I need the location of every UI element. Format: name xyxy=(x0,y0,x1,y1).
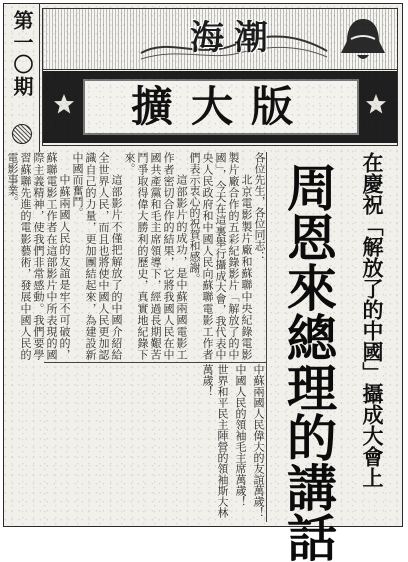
slogan: 中國人民的領袖毛主席萬歲！ xyxy=(234,364,247,507)
patterned-circle-icon xyxy=(12,124,32,144)
slogan: 世界和平民主陣營的領袖斯大林萬歲！ xyxy=(201,364,229,518)
article-paragraph: 中蘇兩國人民的友誼是牢不可破的，蘇聯電影工作者在這部影片中所表現的國際主義精神，使我們非常感動。我們要學習蘇聯先進的電影藝術，發展中國人民的電影事業。 xyxy=(6,152,71,360)
brand-logo xyxy=(139,15,329,61)
brand-name: 海潮 xyxy=(190,18,278,58)
main-headline: 周恩來總理的講話 xyxy=(279,162,338,562)
masthead-banner xyxy=(43,9,397,70)
article-paragraph: 這部影片的成功，是中蘇兩國電影工作者密切合作的結果，它將我國人民在中國共產黨和毛主席領導下，經過長期艱苦鬥爭取得偉大勝利的歷史，真實地紀錄下來。 xyxy=(123,152,188,360)
newspaper-page xyxy=(3,3,403,562)
article-paragraph: 這部影片不僅把解放了的中國介紹給全世界人民，而且也將使中國人民更加認識自己的力量，更加團結起來，為建設新中國而奮鬥。 xyxy=(71,152,123,360)
bell-icon xyxy=(335,15,391,63)
kicker-headline: 在慶祝「解放了的中國」攝成大會上 xyxy=(360,152,385,488)
closing-slogans xyxy=(8,364,266,524)
article-paragraph: 北京電影製片廠和蘇聯中央紀錄電影製片廠合作的五彩紀錄影片「解放了的中國」，今天在這裏舉行攝成大會，我代表中央人民政府和中國人民向蘇聯電影工作者們表示衷心的祝賀和感謝。 xyxy=(188,152,253,360)
issue-column xyxy=(4,4,40,152)
star-icon xyxy=(53,93,75,115)
star-icon xyxy=(365,93,387,115)
article-body xyxy=(6,152,266,360)
section-divider xyxy=(44,362,266,363)
masthead xyxy=(42,8,398,146)
headline-block xyxy=(268,152,398,562)
supplement-title: 擴大版 xyxy=(83,79,359,135)
supplement-title-bar xyxy=(43,71,397,143)
salutation: 各位先生，各位同志： xyxy=(253,152,266,262)
slogan: 中蘇兩國人民偉大的友誼萬歲！ xyxy=(252,364,265,518)
column-divider xyxy=(266,152,267,522)
issue-number: 第一〇期 xyxy=(10,10,34,98)
